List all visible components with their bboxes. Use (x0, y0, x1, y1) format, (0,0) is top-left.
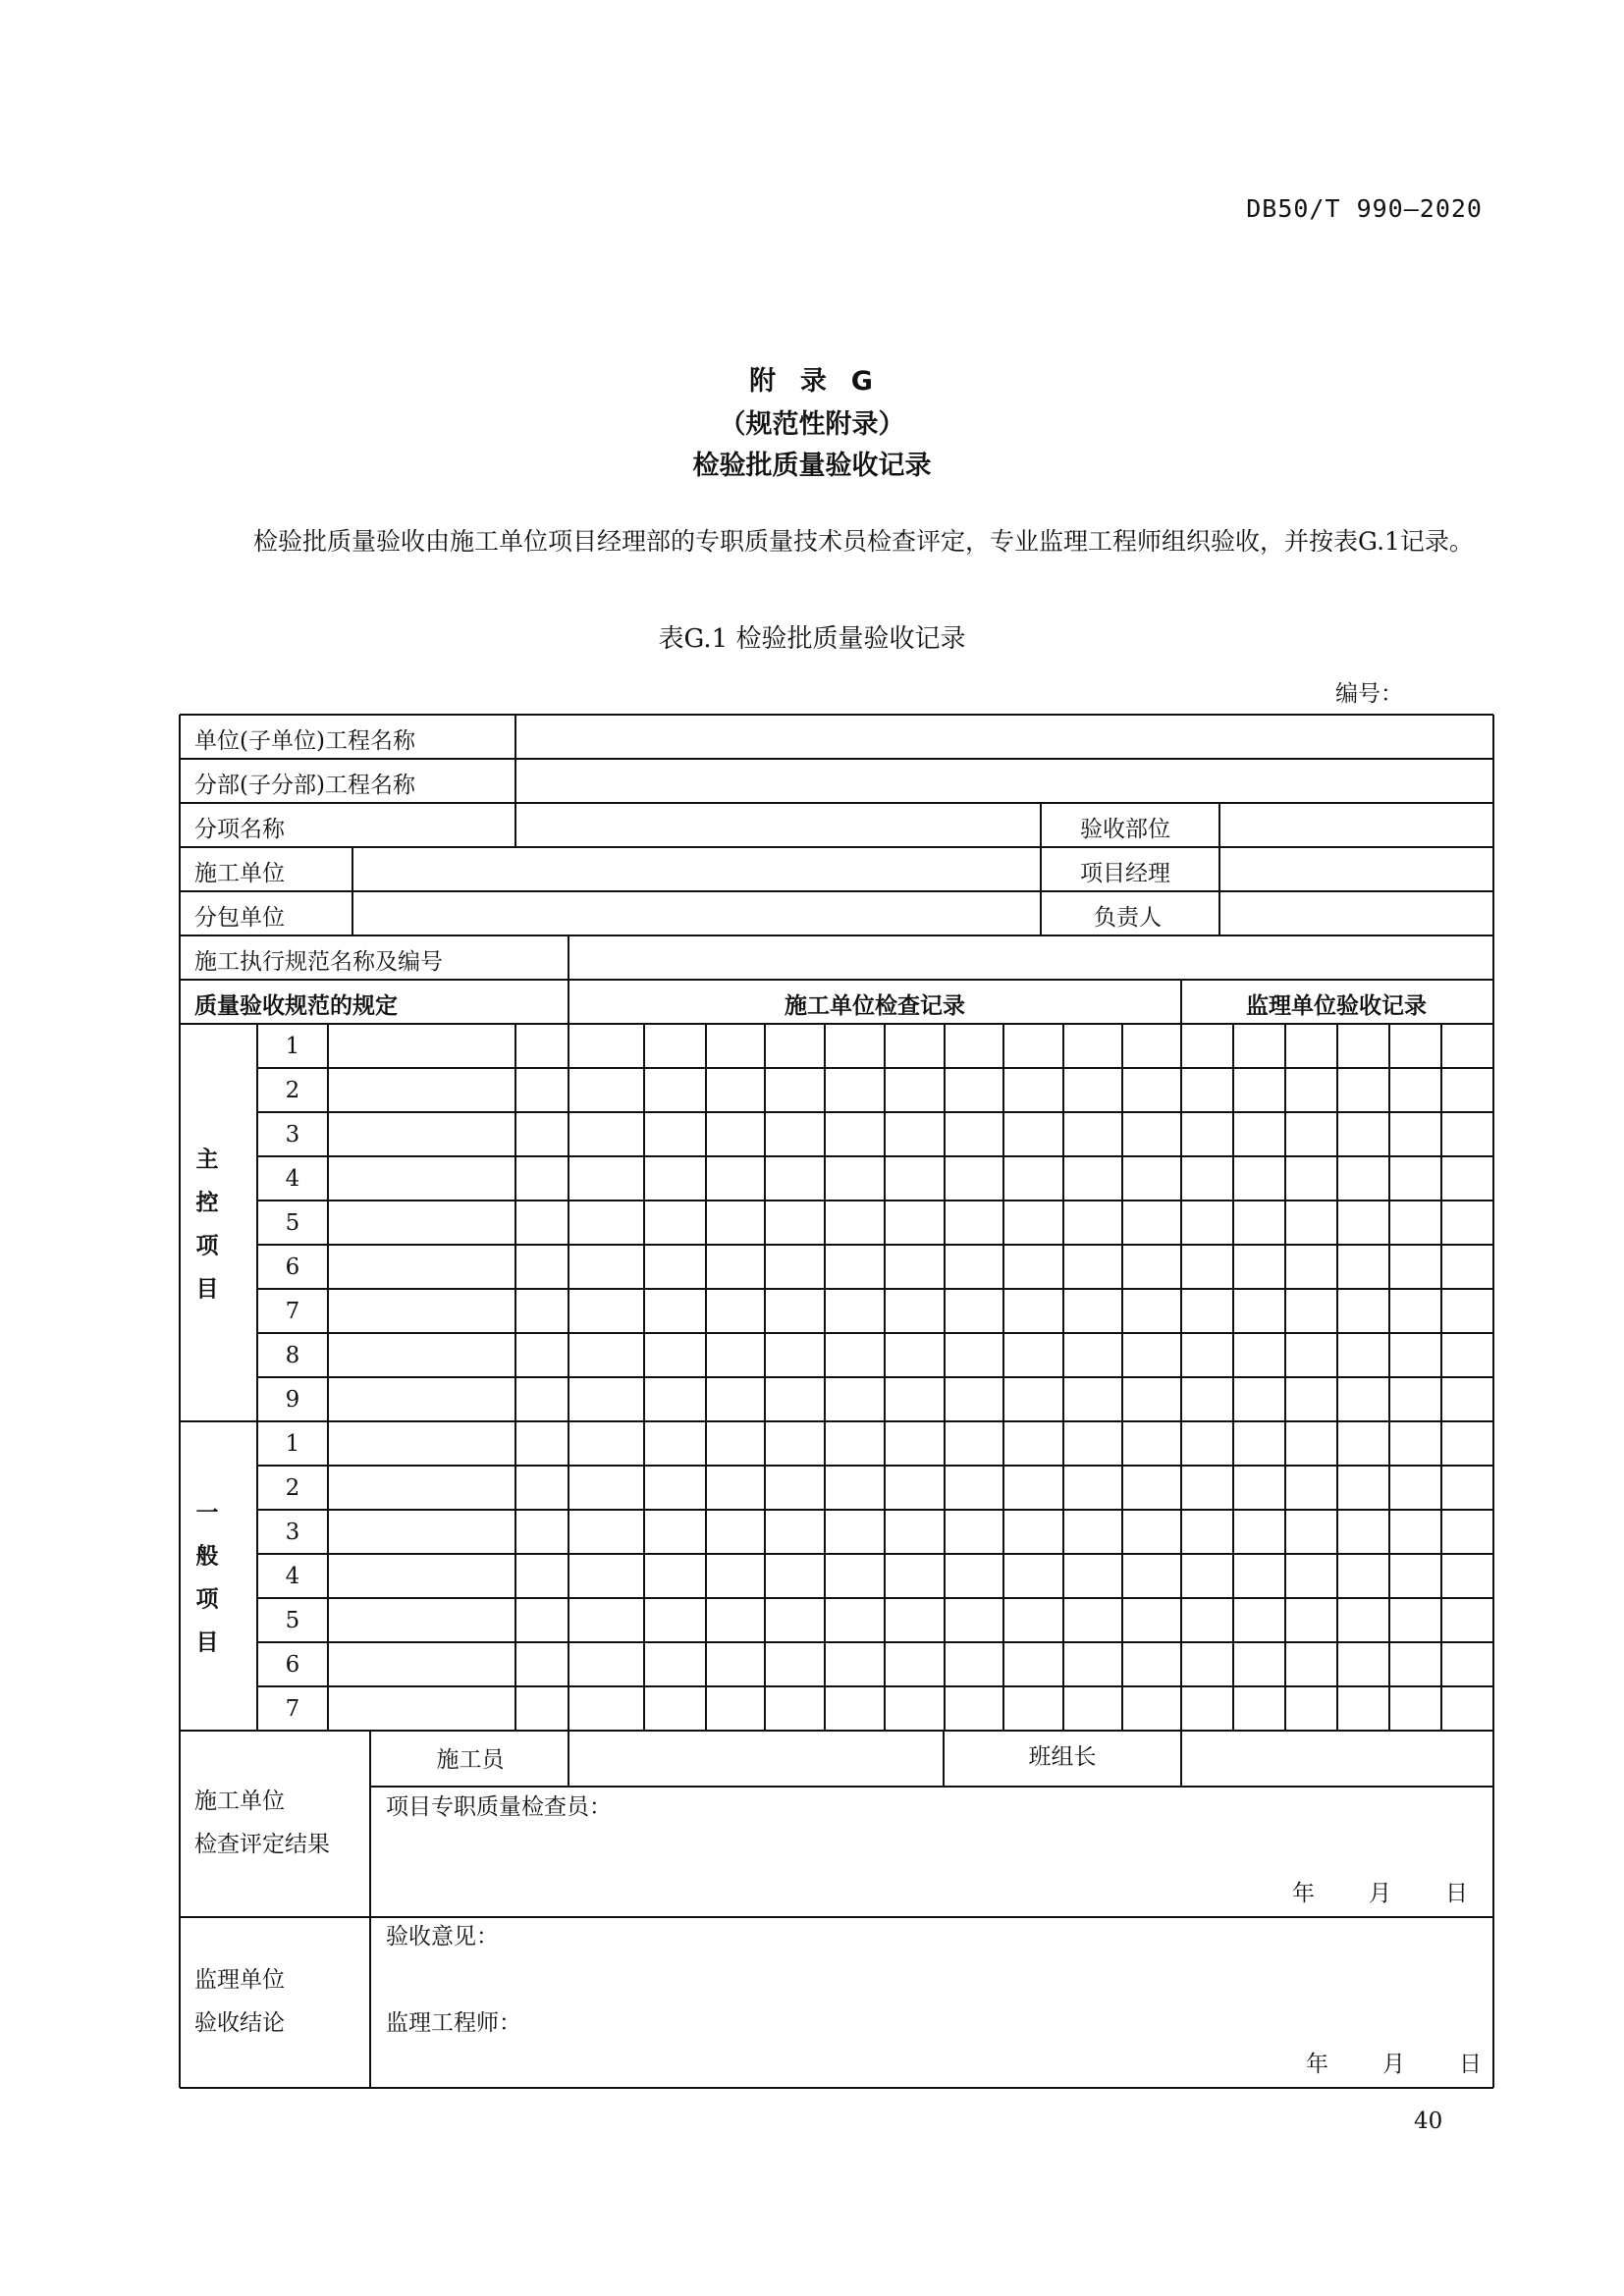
construction-date-month: 月 (1369, 1881, 1391, 1906)
label-opinion: 验收意见： (386, 1924, 499, 1949)
label-subcontractor: 分包单位 (194, 905, 285, 931)
supervision-result-label-1: 监理单位 (194, 1967, 285, 1993)
main-item-number: 8 (285, 1343, 300, 1368)
label-division-project: 分部(子分部)工程名称 (194, 773, 415, 798)
header-spec: 质量验收规范的规定 (194, 993, 398, 1019)
general-items-char: 一 (195, 1500, 219, 1526)
main-items-char: 主 (195, 1147, 219, 1173)
main-item-number: 4 (285, 1166, 300, 1192)
general-item-number: 4 (285, 1564, 300, 1589)
main-item-number: 7 (285, 1299, 300, 1324)
label-engineer: 监理工程师： (386, 2010, 521, 2036)
main-items-char: 项 (195, 1233, 219, 1259)
construction-result-label-1: 施工单位 (194, 1789, 285, 1814)
general-item-number: 3 (285, 1520, 300, 1545)
main-item-number: 3 (285, 1122, 300, 1148)
supervision-date-day: 日 (1459, 2052, 1482, 2077)
main-item-numbers (286, 1034, 300, 1413)
supervision-result-label-2: 验收结论 (194, 2010, 285, 2036)
serial-number-label: 编号： (1335, 681, 1403, 707)
main-item-number: 9 (285, 1387, 300, 1413)
label-project-manager: 项目经理 (1080, 861, 1170, 886)
standard-number: DB50/T 990—2020 (1246, 194, 1483, 223)
label-person-in-charge: 负责人 (1094, 905, 1162, 931)
main-items-char: 控 (195, 1190, 219, 1216)
appendix-type: （规范性附录） (719, 409, 905, 440)
general-item-number: 5 (285, 1608, 300, 1633)
label-construction-unit: 施工单位 (194, 861, 285, 886)
main-item-number: 6 (285, 1255, 300, 1280)
label-acceptance-part: 验收部位 (1080, 817, 1170, 842)
appendix-name: 检验批质量验收记录 (692, 451, 932, 481)
general-item-number: 1 (285, 1431, 300, 1457)
main-item-number: 1 (285, 1034, 300, 1059)
appendix-title: 附 录 G (749, 366, 875, 397)
main-items-char: 目 (195, 1276, 219, 1303)
label-inspector: 项目专职质量检查员： (386, 1794, 612, 1820)
general-item-number: 7 (285, 1696, 300, 1722)
main-items-label (196, 1148, 220, 1303)
main-item-number: 5 (285, 1210, 300, 1236)
general-item-numbers (286, 1431, 300, 1722)
label-standard-name: 施工执行规范名称及编号 (194, 949, 443, 975)
label-worker: 施工员 (436, 1747, 505, 1773)
label-unit-project: 单位(子单位)工程名称 (194, 728, 415, 754)
general-items-char: 般 (195, 1543, 219, 1570)
header-construction-record: 施工单位检查记录 (785, 993, 965, 1019)
supervision-date-year: 年 (1306, 2052, 1328, 2077)
construction-date-day: 日 (1445, 1881, 1468, 1906)
general-items-char: 目 (195, 1629, 219, 1656)
supervision-date-month: 月 (1382, 2052, 1405, 2077)
label-team-leader: 班组长 (1028, 1744, 1097, 1770)
construction-result-label-2: 检查评定结果 (194, 1832, 330, 1857)
general-item-number: 2 (285, 1475, 300, 1501)
label-subitem-name: 分项名称 (194, 817, 285, 842)
page-number: 40 (1414, 2109, 1443, 2134)
main-item-number: 2 (285, 1078, 300, 1103)
intro-paragraph: 检验批质量验收由施工单位项目经理部的专职质量技术员检查评定，专业监理工程师组织验收，并按表G.1记录。 (253, 527, 1474, 556)
header-supervision-record: 监理单位验收记录 (1246, 993, 1427, 1019)
table-caption: 表G.1 检验批质量验收记录 (658, 624, 966, 654)
general-items-label (196, 1501, 220, 1656)
general-item-number: 6 (285, 1652, 300, 1678)
construction-date-year: 年 (1292, 1881, 1315, 1906)
general-items-char: 项 (195, 1586, 219, 1613)
